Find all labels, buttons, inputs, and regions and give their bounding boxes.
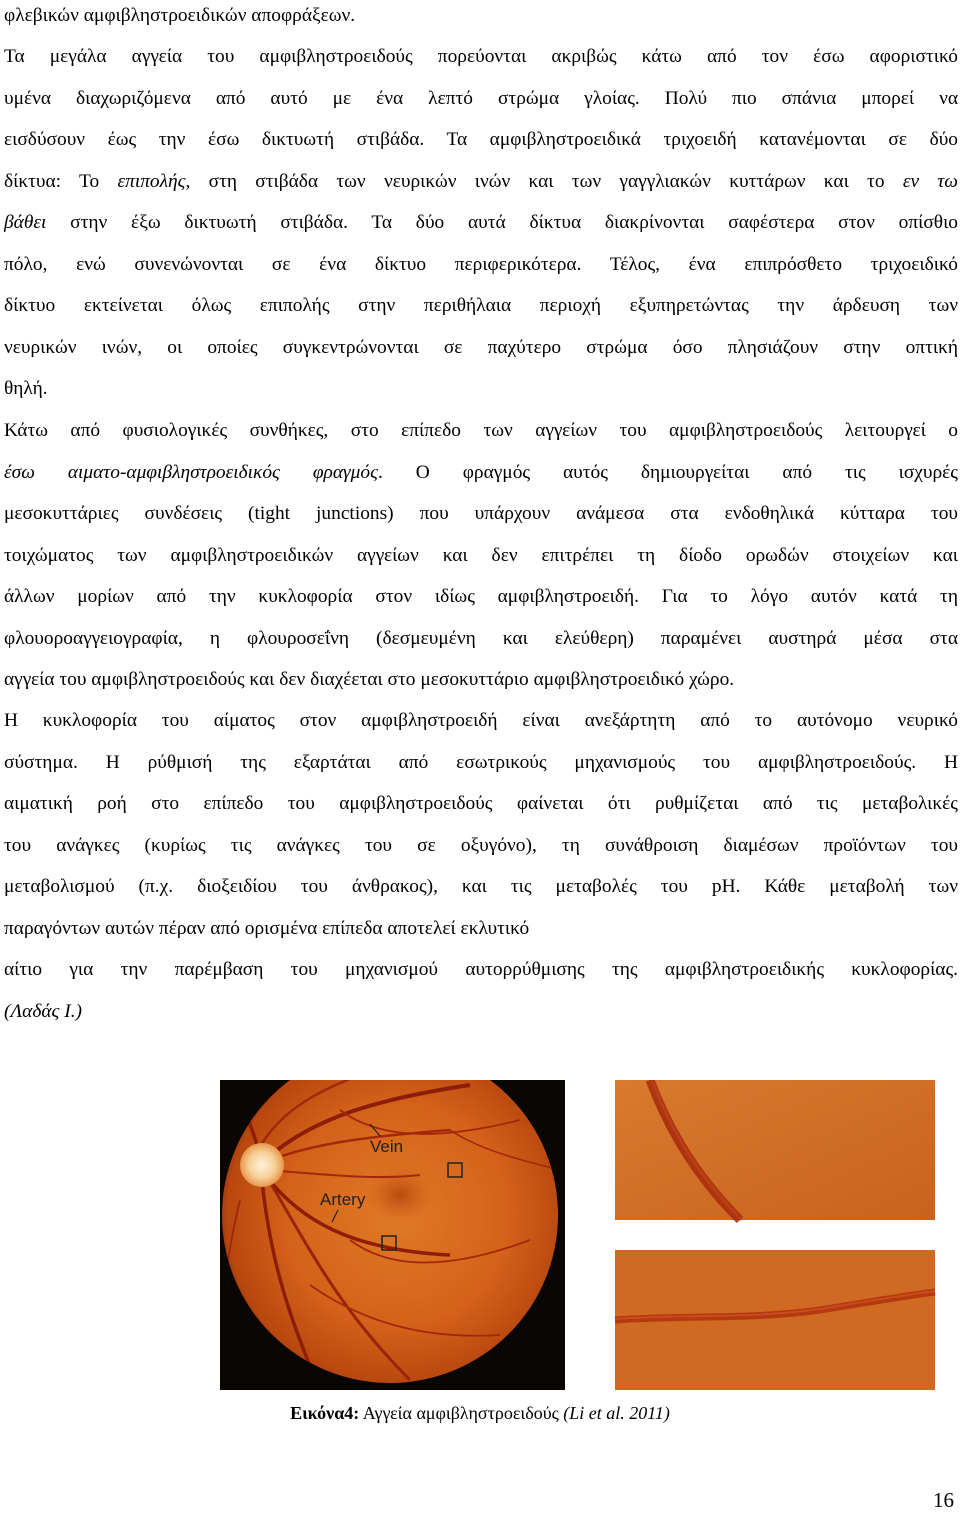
text-line bbox=[4, 991, 958, 1033]
paragraph-4 bbox=[4, 700, 958, 1032]
artery-zoom-inset bbox=[615, 1250, 935, 1390]
italic-term: έσω αιματο-αμφιβληστροειδικός φραγμός bbox=[4, 461, 378, 483]
text-line: πόλο, ενώ συνενώνονται σε ένα δίκτυο περιφερικότερα. Τέλος, ένα επιπρόσθετο τριχοειδικό bbox=[4, 253, 958, 275]
vein-zoom-inset bbox=[615, 1080, 935, 1220]
text-run: . Ο φραγμός αυτός δημιουργείται από τις ισχυρές bbox=[377, 461, 958, 483]
italic-term: εν τω bbox=[902, 170, 958, 192]
page-number: 16 bbox=[933, 1488, 954, 1512]
text-line: αίτιο για την παρέμβαση του μηχανισμού αυτορρύθμισης της αμφιβληστροειδικής κυκλοφορίας. bbox=[4, 959, 958, 980]
retina-figure bbox=[220, 1080, 960, 1390]
text-line bbox=[4, 452, 958, 494]
text-line: αιματική ροή στο επίπεδο του αμφιβληστροειδούς φαίνεται ότι ρυθμίζεται από τις μεταβολικές bbox=[4, 793, 958, 814]
text-line: δίκτυο εκτείνεται όλως επιπολής στην περιθήλαια περιοχή εξυπηρετώντας την άρδευση των bbox=[4, 295, 958, 316]
text-line: αγγεία του αμφιβληστροειδούς και δεν διαχέεται στο μεσοκυττάριο αμφιβληστροειδικό χώρο. bbox=[4, 669, 735, 690]
artery-label: Artery bbox=[320, 1190, 366, 1209]
figure-caption bbox=[0, 1403, 960, 1424]
italic-term: επιπολής bbox=[117, 170, 186, 192]
text-line: τοιχώματος των αμφιβληστροειδικών αγγείων και δεν επιτρέπει τη δίοδο ορωδών στοιχείων και bbox=[4, 544, 958, 566]
macula bbox=[365, 1165, 435, 1225]
paragraph-1 bbox=[4, 0, 958, 37]
vein-label: Vein bbox=[370, 1137, 404, 1156]
paragraph-3 bbox=[4, 410, 958, 701]
text-run: δίκτυα: Το bbox=[4, 170, 118, 192]
text-line bbox=[4, 161, 958, 203]
text-run: , στη στιβάδα των νευρικών ινών και των γαγγλιακών κυττάρων και το bbox=[185, 170, 903, 192]
citation: (Λαδάς Ι.) bbox=[4, 1000, 83, 1022]
caption-citation: (Li et al. 2011) bbox=[563, 1403, 670, 1423]
text-line: Τα μεγάλα αγγεία του αμφιβληστροειδούς πορεύονται ακριβώς κάτω από τον έσω αφοριστικό bbox=[4, 46, 958, 67]
optic-disc bbox=[240, 1143, 284, 1187]
text-line: φλεβικών αμφιβληστροειδικών αποφράξεων. bbox=[4, 5, 356, 26]
caption-label: Εικόνα4: bbox=[290, 1403, 360, 1423]
text-run: στην έξω δικτυωτή στιβάδα. Τα δύο αυτά δίκτυα διακρίνονται σαφέστερα στον οπίσθιο bbox=[46, 212, 958, 233]
text-line: παραγόντων αυτών πέραν από ορισμένα επίπεδα αποτελεί εκλυτικό bbox=[4, 917, 530, 939]
text-line: μεταβολισμού (π.χ. διοξειδίου του άνθρακος), και τις μεταβολές του pH. Κάθε μεταβολή των bbox=[4, 876, 958, 897]
text-line: φλουοροαγγειογραφία, η φλουροσεΐνη (δεσμευμένη και ελεύθερη) παραμένει αυστηρά μέσα στα bbox=[4, 627, 958, 649]
text-line: μεσοκυττάριες συνδέσεις (tight junctions) που υπάρχουν ανάμεσα στα ενδοθηλικά κύτταρα του bbox=[4, 503, 958, 524]
text-line: νευρικών ινών, οι οποίες συγκεντρώνονται σε παχύτερο στρώμα όσο πλησιάζουν στην οπτική bbox=[4, 336, 958, 358]
caption-text: Αγγεία αμφιβληστροειδούς bbox=[359, 1403, 564, 1423]
paragraph-2 bbox=[4, 36, 958, 410]
text-line: θηλή. bbox=[4, 378, 48, 399]
text-line: Η κυκλοφορία του αίματος στον αμφιβληστροειδή είναι ανεξάρτητη από το αυτόνομο νευρικό bbox=[4, 710, 958, 731]
text-line: σύστημα. Η ρύθμισή της εξαρτάται από εσωτρικούς μηχανισμούς του αμφιβληστροειδούς. Η bbox=[4, 751, 958, 773]
text-line: υμένα διαχωριζόμενα από αυτό με ένα λεπτό στρώμα γλοίας. Πολύ πιο σπάνια μπορεί να bbox=[4, 87, 958, 109]
text-line bbox=[4, 202, 958, 244]
text-line: άλλων μορίων από την κυκλοφορία στον ιδίως αμφιβληστροειδή. Για το λόγο αυτόν κατά τη bbox=[4, 586, 958, 607]
text-line: εισδύσουν έως την έσω δικτυωτή στιβάδα. Τα αμφιβληστροειδικά τριχοειδή κατανέμονται σε δύο bbox=[4, 129, 958, 150]
fundus-illustration bbox=[220, 1080, 960, 1390]
text-line: Κάτω από φυσιολογικές συνθήκες, στο επίπεδο των αγγείων του αμφιβληστροειδούς λειτουργεί ο bbox=[4, 420, 958, 441]
italic-term: βάθει bbox=[4, 212, 47, 233]
text-line: του ανάγκες (κυρίως τις ανάγκες του σε οξυγόνο), τη συνάθροιση διαμέσων προϊόντων του bbox=[4, 834, 958, 856]
